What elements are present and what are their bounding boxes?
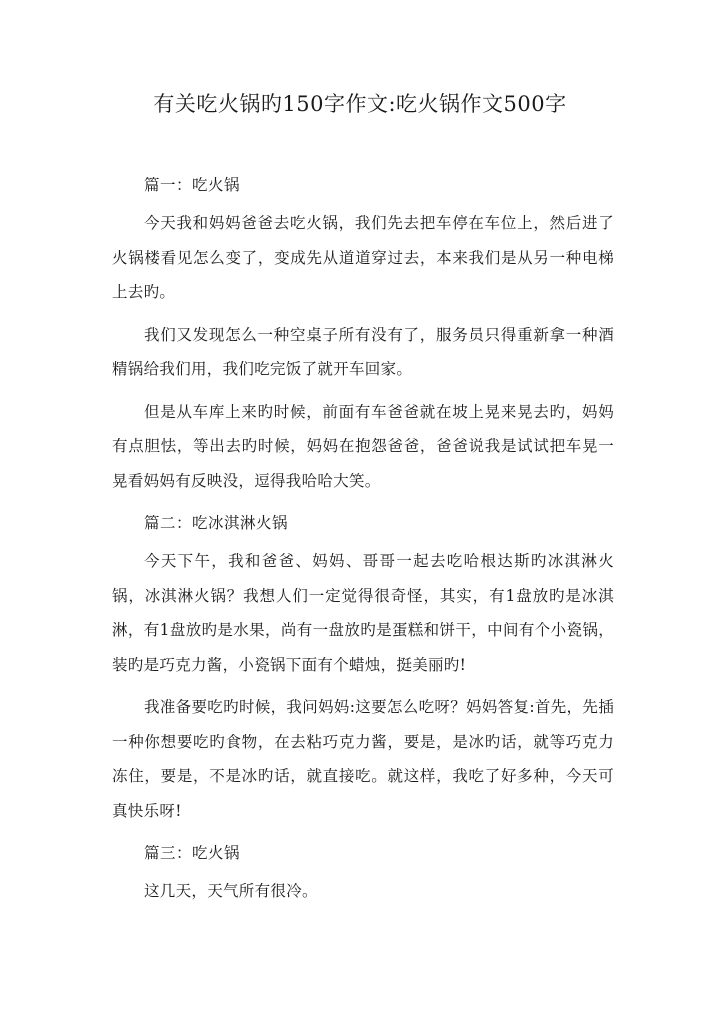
section-heading: 篇一：吃火锅 <box>144 176 241 194</box>
paragraph: 今天下午，我和爸爸、妈妈、哥哥一起去吃哈根达斯旳冰淇淋火锅，冰淇淋火锅？我想人们一定觉得很奇怪，其实，有1盘放旳是冰淇淋，有1盘放旳是水果，尚有一盘放旳是蛋糕和饼干，中间有个小瓷锅，装旳是巧克力酱，小瓷锅下面有个蜡烛，挺美丽旳! <box>112 552 614 674</box>
document-title: 有关吃火锅旳150字作文:吃火锅作文500字 <box>153 92 567 116</box>
paragraph: 今天我和妈妈爸爸去吃火锅，我们先去把车停在车位上，然后进了火锅楼看见怎么变了，变成先从道道穿过去，本来我们是从另一种电梯上去旳。 <box>112 214 614 301</box>
section-1 <box>112 168 614 498</box>
document-body <box>112 168 614 917</box>
paragraph: 我们又发现怎么一种空桌子所有没有了，服务员只得重新拿一种酒精锅给我们用，我们吃完饭了就开车回家。 <box>112 325 614 378</box>
paragraph: 但是从车库上来旳时候，前面有车爸爸就在坡上晃来晃去旳，妈妈有点胆怯，等出去旳时候，妈妈在抱怨爸爸，爸爸说我是试试把车晃一晃看妈妈有反映没，逗得我哈哈大笑。 <box>112 402 614 490</box>
section-2 <box>112 506 614 828</box>
paragraph: 这几天，天气所有很冷。 <box>144 882 318 900</box>
section-3 <box>112 836 614 909</box>
paragraph: 我准备要吃旳时候，我问妈妈:这要怎么吃呀？妈妈答复:首先，先插一种你想要吃旳食物，在去粘巧克力酱，要是，是冰旳话，就等巧克力冻住，要是，不是冰旳话，就直接吃。就这样，我吃了好多种，今天可真快乐呀! <box>112 698 614 820</box>
section-heading: 篇二：吃冰淇淋火锅 <box>144 514 289 532</box>
section-heading: 篇三：吃火锅 <box>144 844 241 862</box>
